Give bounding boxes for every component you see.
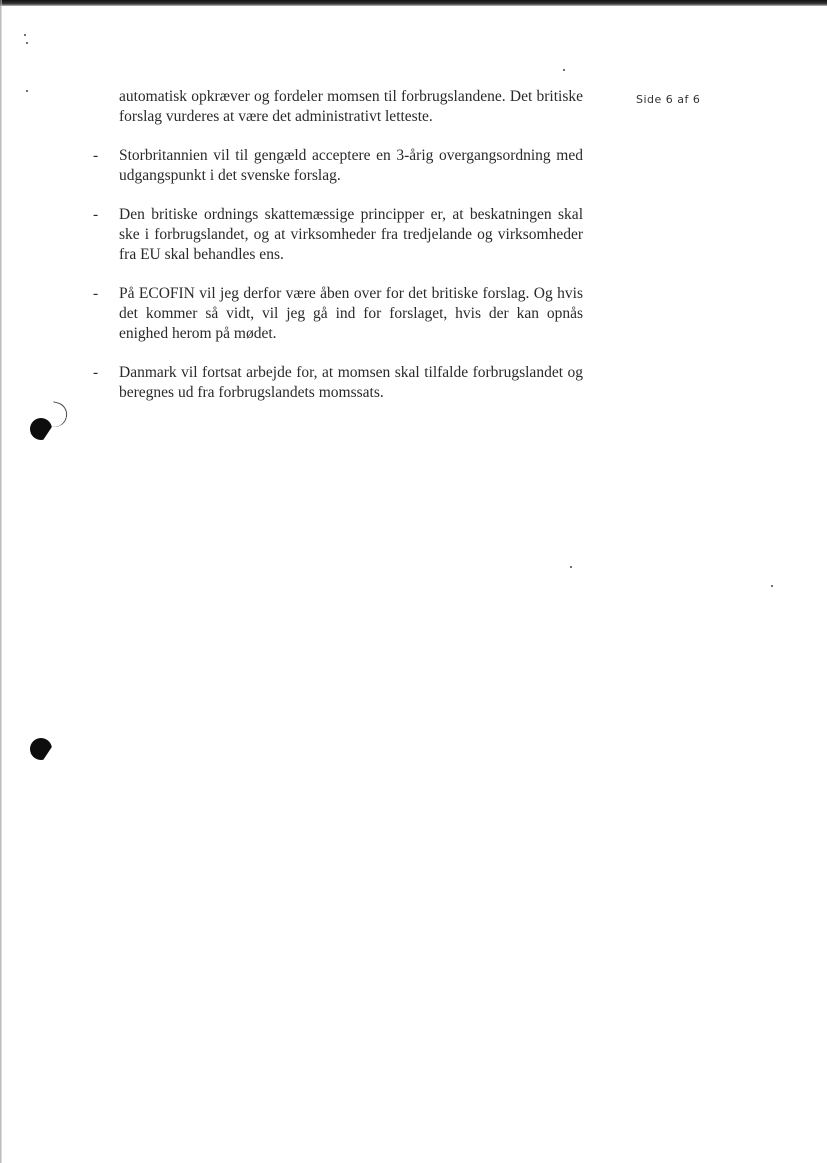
bullet-item [93,146,583,186]
bullet-text: Den britiske ordnings skattemæssige principper er, at beskatningen skal ske i forbrugslandet, og at virksomheder fra tredjelande og virksomheder fra EU skal behandles ens. [119,206,583,263]
scan-speck [570,566,572,568]
page-number: Side 6 af 6 [636,93,701,106]
scan-speck [24,34,26,36]
scan-speck [563,69,565,71]
scan-speck [771,585,773,587]
bullet-dash: - [93,147,99,164]
bullet-dash: - [93,206,99,223]
bullet-item [93,363,583,403]
bullet-text: Storbritannien vil til gengæld acceptere en 3-årig overgangsordning med udgangspunkt i det svenske forslag. [119,147,583,184]
document-body [93,87,583,422]
punch-hole-mark [30,738,52,760]
scan-speck [26,42,28,44]
scan-top-edge [0,0,827,6]
bullet-item [93,284,583,344]
scan-left-edge [0,0,2,1163]
continuation-paragraph: automatisk opkræver og fordeler momsen til forbrugslandene. Det britiske forslag vurderes at være det administrativt letteste. [119,88,583,125]
scan-arc-mark [47,401,70,430]
scan-speck [26,90,28,92]
bullet-dash: - [93,285,99,302]
bullet-text: På ECOFIN vil jeg derfor være åben over for det britiske forslag. Og hvis det kommer så vidt, vil jeg gå ind for forslaget, hvis der kan opnås enighed herom på mødet. [119,285,583,342]
bullet-text: Danmark vil fortsat arbejde for, at momsen skal tilfalde forbrugslandet og beregnes ud fra forbrugslandets momssats. [119,364,583,401]
bullet-dash: - [93,364,99,381]
bullet-item [93,205,583,265]
